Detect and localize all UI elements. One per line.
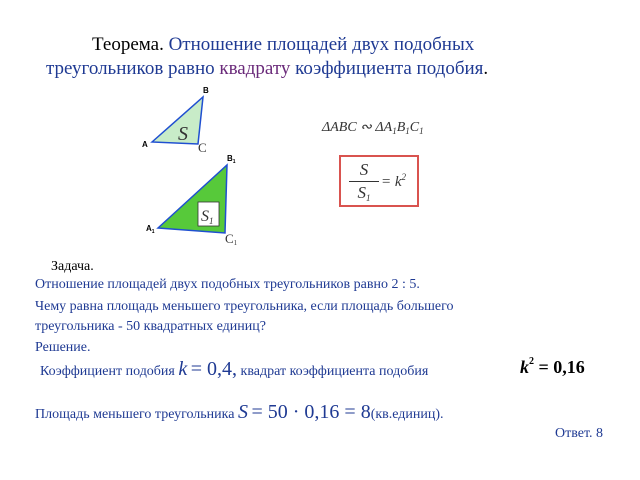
theorem-text-2c: коэффициента подобия [295,58,484,79]
theorem-text-2d: . [483,58,489,79]
large-vertex-c: C1 [225,231,238,247]
similarity-statement: ΔABC ∾ $\Delta A_1B_1C_1$ [322,120,424,136]
coefficient-square: $k^2 = 0,16$ [520,356,585,377]
large-area-label: S1 [201,208,214,226]
large-vertex-a: $A_1$ [146,224,155,235]
task-heading: Задача. [51,259,94,274]
small-area-label: S [178,123,188,145]
formula-rhs: = $k^2$ [381,172,407,190]
theorem-text-2a: треугольников равно [46,58,215,79]
area-line: Площадь меньшего треугольника S = 50 · 0,16 = 8(кв.единиц). [35,401,444,423]
theorem-label: Теорема. [92,34,164,55]
ratio-fraction [349,160,379,203]
solution-label: Решение. [35,340,91,355]
theorem-line-1 [92,33,474,56]
small-vertex-b: B [203,86,209,95]
small-vertex-a: A [142,140,148,149]
task-text-1: Отношение площадей двух подобных треугольников равно 2 : 5. [35,277,420,292]
fraction-numerator: S [349,160,379,182]
fraction-denominator: $S_1$ [357,183,371,203]
theorem-text-1: Отношение площадей двух подобных [168,34,475,55]
answer-label: Ответ. 8 [555,426,604,441]
triangles-figure [140,80,250,250]
task-text-3: треугольника - 50 квадратных единиц? [35,319,266,334]
coefficient-line: Коэффициент подобия k = 0,4, квадрат коэффициента подобия [40,358,429,380]
task-text-2: Чему равна площадь меньшего треугольника, если площадь большего [35,299,454,314]
large-vertex-b: $B_1$ [227,154,236,165]
theorem-text-2b: квадрату [219,58,291,79]
theorem-line-2 [46,57,488,80]
ratio-formula-box [339,155,419,207]
small-vertex-c: C [198,140,207,155]
